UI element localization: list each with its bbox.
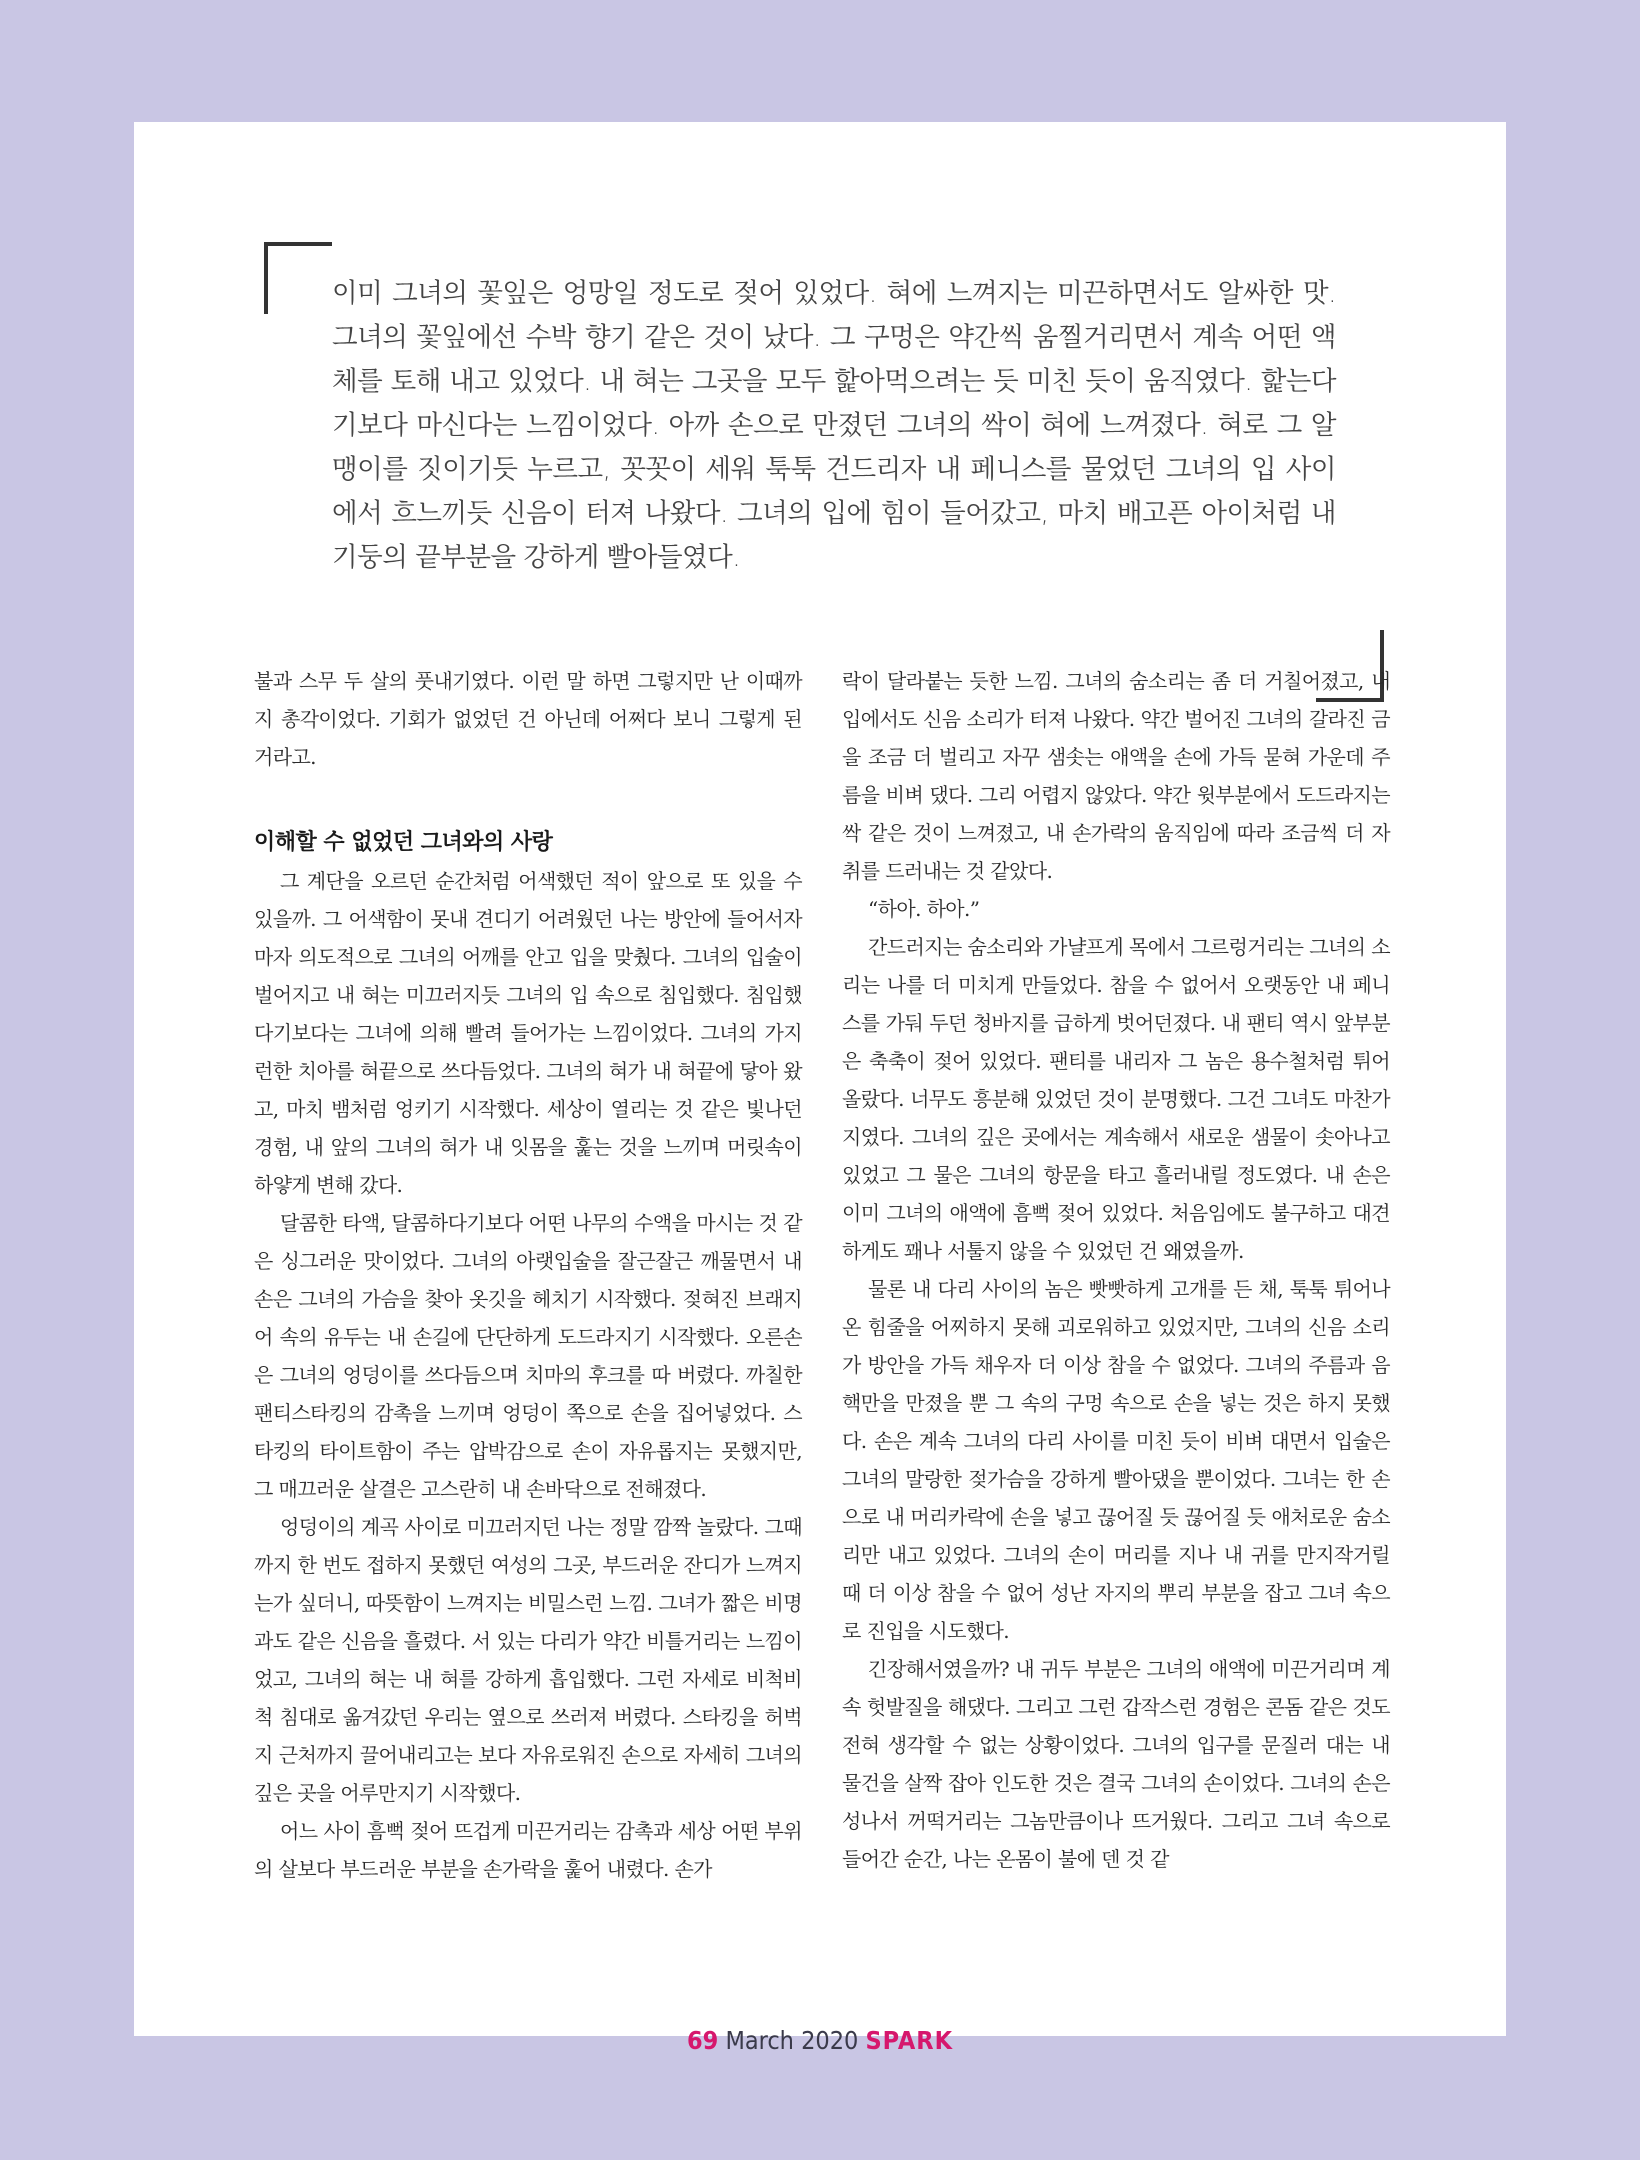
page-number: 69 (686, 2026, 719, 2055)
paragraph: 그 계단을 오르던 순간처럼 어색했던 적이 앞으로 또 있을 수 있을까. 그 어색함이 못내 견디기 어려웠던 나는 방안에 들어서자마자 의도적으로 그녀의 어깨를 안고 입을 맞췄다. 그녀의 입술이 벌어지고 내 혀는 미끄러지듯 그녀의 입 속으로 침입했다. 침입했다기보다는 그녀에 의해 빨려 들어가는 느낌이었다. 그녀의 가지런한 치아를 혀끝으로 쓰다듬었다. 그녀의 혀가 내 혀끝에 닿아 왔고, 마치 뱀처럼 엉키기 시작했다. 세상이 열리는 것 같은 빛나던 경험, 내 앞의 그녀의 혀가 내 잇몸을 훑는 것을 느끼며 머릿속이 하얗게 변해 갔다. (254, 869, 802, 1197)
section-heading: 이해할 수 없었던 그녀와의 사랑 (254, 830, 553, 855)
paragraph: 간드러지는 숨소리와 가냘프게 목에서 그르렁거리는 그녀의 소리는 나를 더 미치게 만들었다. 참을 수 없어서 오랫동안 내 페니스를 가둬 두던 청바지를 급하게 벗어던졌다. 내 팬티 역시 앞부분은 축축이 젖어 있었다. 팬티를 내리자 그 놈은 용수철처럼 튀어 올랐다. 너무도 흥분해 있었던 것이 분명했다. 그건 그녀도 마찬가지였다. 그녀의 깊은 곳에서는 계속해서 새로운 샘물이 솟아나고 있었고 그 물은 그녀의 항문을 타고 흘러내릴 정도였다. 내 손은 이미 그녀의 애액에 흠뻑 젖어 있었다. 처음임에도 불구하고 대견하게도 꽤나 서툴지 않을 수 있었던 건 왜였을까. (842, 935, 1390, 1263)
issue-date: March 2020 (725, 2026, 859, 2055)
paragraph: 물론 내 다리 사이의 놈은 빳빳하게 고개를 든 채, 툭툭 튀어나온 힘줄을 어찌하지 못해 괴로워하고 있었지만, 그녀의 신음 소리가 방안을 가득 채우자 더 이상 참을 수 없었다. 그녀의 주름과 음핵만을 만졌을 뿐 그 속의 구멍 속으로 손을 넣는 것은 하지 못했다. 손은 계속 그녀의 다리 사이를 미친 듯이 비벼 대면서 입술은 그녀의 말랑한 젖가슴을 강하게 빨아댔을 뿐이었다. 그녀는 한 손으로 내 머리카락에 손을 넣고 끊어질 듯 끊어질 듯 애처로운 숨소리만 내고 있었다. 그녀의 손이 머리를 지나 내 귀를 만지작거릴 때 더 이상 참을 수 없어 성난 자지의 뿌리 부분을 잡고 그녀 속으로 진입을 시도했다. (842, 1277, 1390, 1643)
magazine-name: SPARK (865, 2026, 954, 2055)
paragraph: 락이 달라붙는 듯한 느낌. 그녀의 숨소리는 좀 더 거칠어졌고, 내 입에서도 신음 소리가 터져 나왔다. 약간 벌어진 그녀의 갈라진 금을 조금 더 벌리고 자꾸 샘솟는 애액을 손에 가득 묻혀 가운데 주름을 비벼 댔다. 그리 어렵지 않았다. 약간 윗부분에서 도드라지는 싹 같은 것이 느껴졌고, 내 손가락의 움직임에 따라 조금씩 더 자취를 드러내는 것 같았다. (842, 669, 1390, 883)
article-column-right (842, 662, 1390, 1878)
quote-bracket-top-left (264, 242, 332, 314)
paragraph: “하아. 하아.” (868, 897, 980, 921)
article-column-left (254, 662, 802, 1888)
pull-quote (264, 242, 1384, 702)
paragraph: 엉덩이의 계곡 사이로 미끄러지던 나는 정말 깜짝 놀랐다. 그때까지 한 번도 접하지 못했던 여성의 그곳, 부드러운 잔디가 느껴지는가 싶더니, 따뜻함이 느껴지는 비밀스런 느낌. 그녀가 짧은 비명과도 같은 신음을 흘렸다. 서 있는 다리가 약간 비틀거리는 느낌이었고, 그녀의 혀는 내 혀를 강하게 흡입했다. 그런 자세로 비척비척 침대로 옮겨갔던 우리는 옆으로 쓰러져 버렸다. 스타킹을 허벅지 근처까지 끌어내리고는 보다 자유로워진 손으로 자세히 그녀의 깊은 곳을 어루만지기 시작했다. (254, 1515, 802, 1805)
pull-quote-text: 이미 그녀의 꽃잎은 엉망일 정도로 젖어 있었다. 혀에 느껴지는 미끈하면서도 알싸한 맛. 그녀의 꽃잎에선 수박 향기 같은 것이 났다. 그 구멍은 약간씩 움찔거리면서 계속 어떤 액체를 토해 내고 있었다. 내 혀는 그곳을 모두 핥아먹으려는 듯 미친 듯이 움직였다. 핥는다기보다 마신다는 느낌이었다. 아까 손으로 만졌던 그녀의 싹이 혀에 느껴졌다. 혀로 그 알맹이를 짓이기듯 누르고, 꼿꼿이 세워 툭툭 건드리자 내 페니스를 물었던 그녀의 입 사이에서 흐느끼듯 신음이 터져 나왔다. 그녀의 입에 힘이 들어갔고, 마치 배고픈 아이처럼 내 기둥의 끝부분을 강하게 빨아들였다. (332, 278, 1336, 573)
page-footer (0, 2026, 1640, 2055)
paragraph: 어느 사이 흠뻑 젖어 뜨겁게 미끈거리는 감촉과 세상 어떤 부위의 살보다 부드러운 부분을 손가락을 훑어 내렸다. 손가 (254, 1819, 802, 1881)
paragraph: 불과 스무 두 살의 풋내기였다. 이런 말 하면 그렇지만 난 이때까지 총각이었다. 기회가 없었던 건 아닌데 어쩌다 보니 그렇게 된 거라고. (254, 669, 802, 769)
magazine-page (134, 122, 1506, 2036)
paragraph: 긴장해서였을까? 내 귀두 부분은 그녀의 애액에 미끈거리며 계속 헛발질을 해댔다. 그리고 그런 갑작스런 경험은 콘돔 같은 것도 전혀 생각할 수 없는 상황이었다. 그녀의 입구를 문질러 대는 내 물건을 살짝 잡아 인도한 것은 결국 그녀의 손이었다. 그녀의 손은 성나서 꺼떡거리는 그놈만큼이나 뜨거웠다. 그리고 그녀 속으로 들어간 순간, 나는 온몸이 불에 덴 것 같 (842, 1657, 1390, 1871)
paragraph: 달콤한 타액, 달콤하다기보다 어떤 나무의 수액을 마시는 것 같은 싱그러운 맛이었다. 그녀의 아랫입술을 잘근잘근 깨물면서 내 손은 그녀의 가슴을 찾아 옷깃을 헤치기 시작했다. 젖혀진 브래지어 속의 유두는 내 손길에 단단하게 도드라지기 시작했다. 오른손은 그녀의 엉덩이를 쓰다듬으며 치마의 후크를 따 버렸다. 까칠한 팬티스타킹의 감촉을 느끼며 엉덩이 쪽으로 손을 집어넣었다. 스타킹의 타이트함이 주는 압박감으로 손이 자유롭지는 못했지만, 그 매끄러운 살결은 고스란히 내 손바닥으로 전해졌다. (254, 1211, 802, 1501)
